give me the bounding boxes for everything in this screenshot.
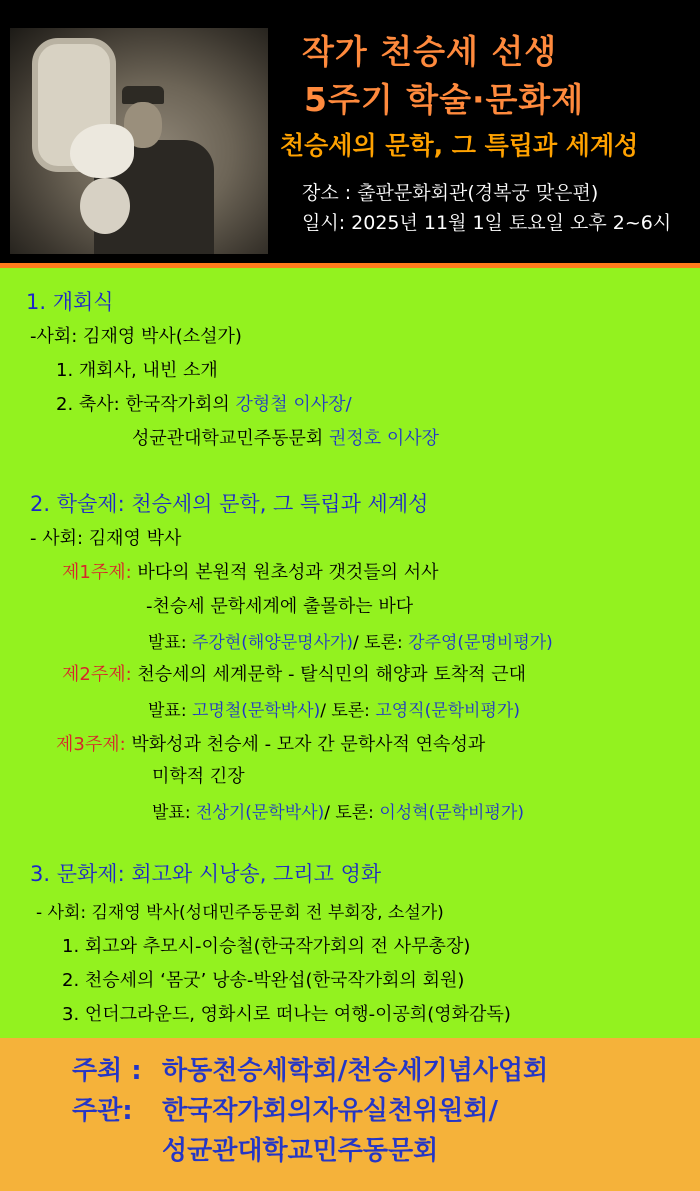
section3-item2: 2. 천승세의 ‘몸굿’ 낭송-박완섭(한국작가회의 회원) [62,970,465,991]
topic1-presenters [148,628,553,653]
program-content [0,268,700,1038]
author-photo [10,28,268,254]
section3-item3: 3. 언더그라운드, 영화시로 떠나는 여행-이공희(영화감독) [62,1004,511,1025]
organizer-value-line1: 한국작가회의자유실천위원회/ [162,1096,499,1126]
topic3-separator: / 토론: [324,803,380,823]
section1-item3 [132,424,439,450]
section1-item3-prefix: 성균관대학교민주동문회 [132,428,329,449]
topic3-title: 박화성과 천승세 - 모자 간 문학사적 연속성과 [131,734,486,755]
host-label: 주최 : [72,1056,142,1086]
topic3-label: 제3주제: [56,734,132,755]
topic1-line [62,558,439,584]
event-place: 장소 : 출판문화회관(경복궁 맞은편) [302,182,599,204]
topic3-presenters [152,798,524,823]
section1-host: -사회: 김재영 박사(소설가) [30,326,242,347]
topic1-presenter-label: 발표: [148,633,192,653]
topic2-line [62,660,526,686]
photo-bird [70,124,134,178]
event-subtitle: 천승세의 문학, 그 특립과 세계성 [280,131,639,160]
footer-sponsors [0,1038,700,1191]
topic2-presenter: 고명철(문학박사) [191,701,321,721]
event-title-line1: 작가 천승세 선생 [302,32,558,71]
topic3-presenter-label: 발표: [152,803,196,823]
topic2-title: 천승세의 세계문학 - 탈식민의 해양과 토착적 근대 [137,664,526,685]
header [0,0,700,268]
section2-host: - 사회: 김재영 박사 [30,528,182,549]
topic3-line [56,730,485,756]
section1-item2 [56,390,352,416]
organizer-value-line2: 성균관대학교민주동문회 [162,1136,439,1166]
topic1-discussant: 강주영(문명비평가) [408,633,553,653]
topic1-presenter: 주강현(해양문명사가) [191,633,354,653]
topic3-title-cont: 미학적 긴장 [152,766,245,787]
topic3-discussant: 이성혁(문학비평가) [379,803,524,823]
section3-host: - 사회: 김재영 박사(성대민주동문회 전 부회장, 소설가) [36,903,444,923]
section1-item2-prefix: 2. 축사: 한국작가회의 [56,394,236,415]
photo-bird-second [80,178,130,234]
topic1-separator: / 토론: [353,633,409,653]
section1-heading: 1. 개회식 [26,290,114,314]
event-title-line2: 5주기 학술·문화제 [304,80,585,119]
section2-heading: 2. 학술제: 천승세의 문학, 그 특립과 세계성 [30,492,429,516]
topic1-subtitle: -천승세 문학세계에 출몰하는 바다 [146,596,414,617]
section3-item1: 1. 회고와 추모시-이승철(한국작가회의 전 사무총장) [62,936,471,957]
section3-heading: 3. 문화제: 회고와 시낭송, 그리고 영화 [30,862,382,886]
event-date: 일시: 2025년 11월 1일 토요일 오후 2~6시 [302,212,672,234]
topic2-presenters [148,696,520,721]
topic3-presenter: 전상기(문학박사) [195,803,325,823]
topic2-presenter-label: 발표: [148,701,192,721]
section1-item2-name: 강형철 이사장/ [235,394,352,415]
host-value: 하동천승세학회/천승세기념사업회 [162,1056,549,1086]
topic2-separator: / 토론: [320,701,376,721]
section1-item3-name: 권정호 이사장 [329,428,440,449]
topic2-discussant: 고영직(문학비평가) [375,701,520,721]
topic1-label: 제1주제: [62,562,138,583]
topic1-title: 바다의 본원적 원초성과 갯것들의 서사 [137,562,439,583]
organizer-label: 주관: [72,1096,133,1126]
section1-item1: 1. 개회사, 내빈 소개 [56,360,218,381]
topic2-label: 제2주제: [62,664,138,685]
